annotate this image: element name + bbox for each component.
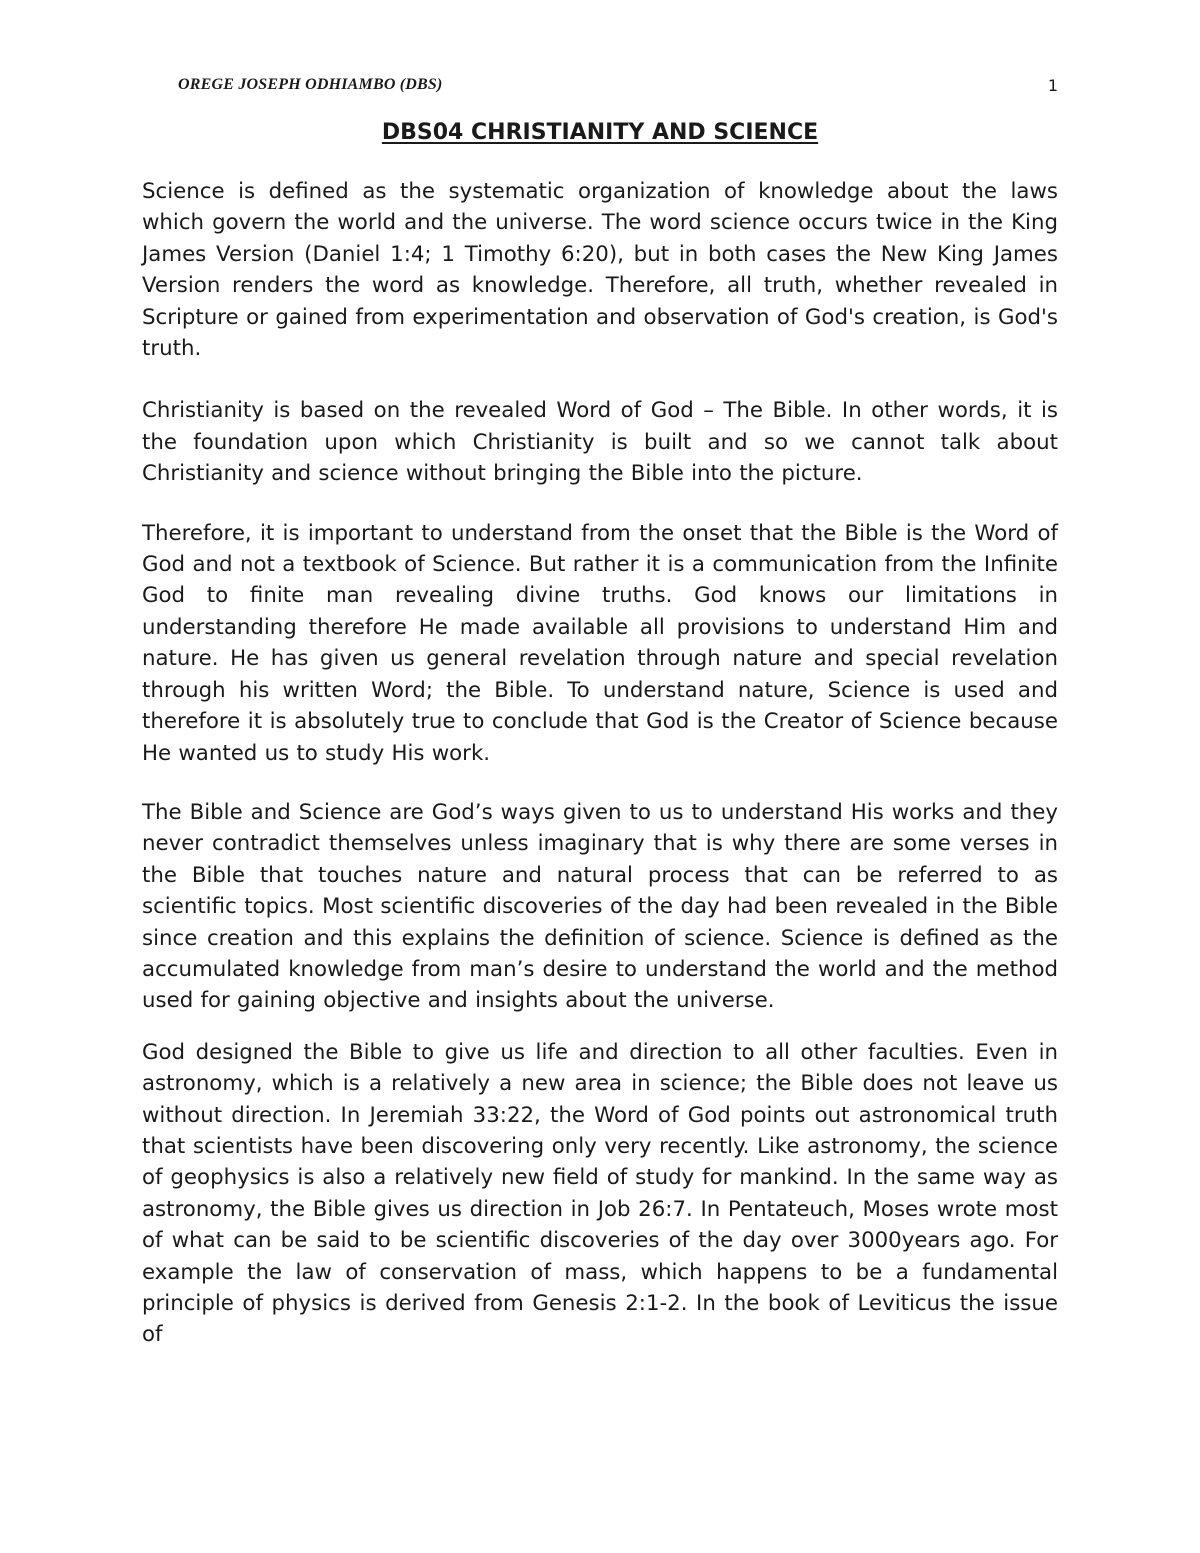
paragraph-bible-direction: God designed the Bible to give us life and direction to all other faculties. Even in astronomy, which is a relatively a new area in science; the Bible does not leave us without direction. In Jeremiah 33:22, the Word of God points out astronomical truth that scientists have been discovering only very recently. Like astronomy, the science of geophysics is also a relatively new field of study for mankind. In the same way as astronomy, the Bible gives us direction in Job 26:7. In Pentateuch, Moses wrote most of what can be said to be scientific discoveries of the day over 3000years ago. For example the law of conservation of mass, which happens to be a fundamental principle of physics is derived from Genesis 2:1-2. In the book of Leviticus the issue of: [142, 1039, 1058, 1348]
paragraph-science-definition: Science is defined as the systematic organization of knowledge about the laws which govern the world and the universe. The word science occurs twice in the King James Version (Daniel 1:4; 1 Timothy 6:20), but in both cases the New King James Version renders the word as knowledge. Therefore, all truth, whether revealed in Scripture or gained from experimentation and observation of God's creation, is God's truth.: [142, 179, 1058, 362]
paragraph-bible-not-textbook: Therefore, it is important to understand from the onset that the Bible is the Word of God and not a textbook of Science. But rather it is a communication from the Infinite God to finite man revealing divine truths. God knows our limitations in understanding therefore He made available all provisions to understand Him and nature. He has given us general revelation through nature and special revelation through his written Word; the Bible. To understand nature, Science is used and therefore it is absolutely true to conclude that God is the Creator of Science because He wanted us to study His work.: [142, 520, 1058, 766]
header-author: OREGE JOSEPH ODHIAMBO (DBS): [178, 76, 443, 93]
document-body: [142, 176, 1058, 1375]
paragraph-bible-and-science: The Bible and Science are God’s ways given to us to understand His works and they never contradict themselves unless imaginary that is why there are some verses in the Bible that touches nature and natural process that can be referred to as scientific topics. Most scientific discoveries of the day had been revealed in the Bible since creation and this explains the definition of science. Science is defined as the accumulated knowledge from man’s desire to understand the world and the method used for gaining objective and insights about the universe.: [142, 799, 1058, 1014]
paragraph-christianity-basis: Christianity is based on the revealed Word of God – The Bible. In other words, it is the foundation upon which Christianity is built and so we cannot talk about Christianity and science without bringing the Bible into the picture.: [142, 398, 1058, 487]
document-title: DBS04 CHRISTIANITY AND SCIENCE: [381, 120, 819, 145]
page-number: 1: [1047, 76, 1058, 95]
